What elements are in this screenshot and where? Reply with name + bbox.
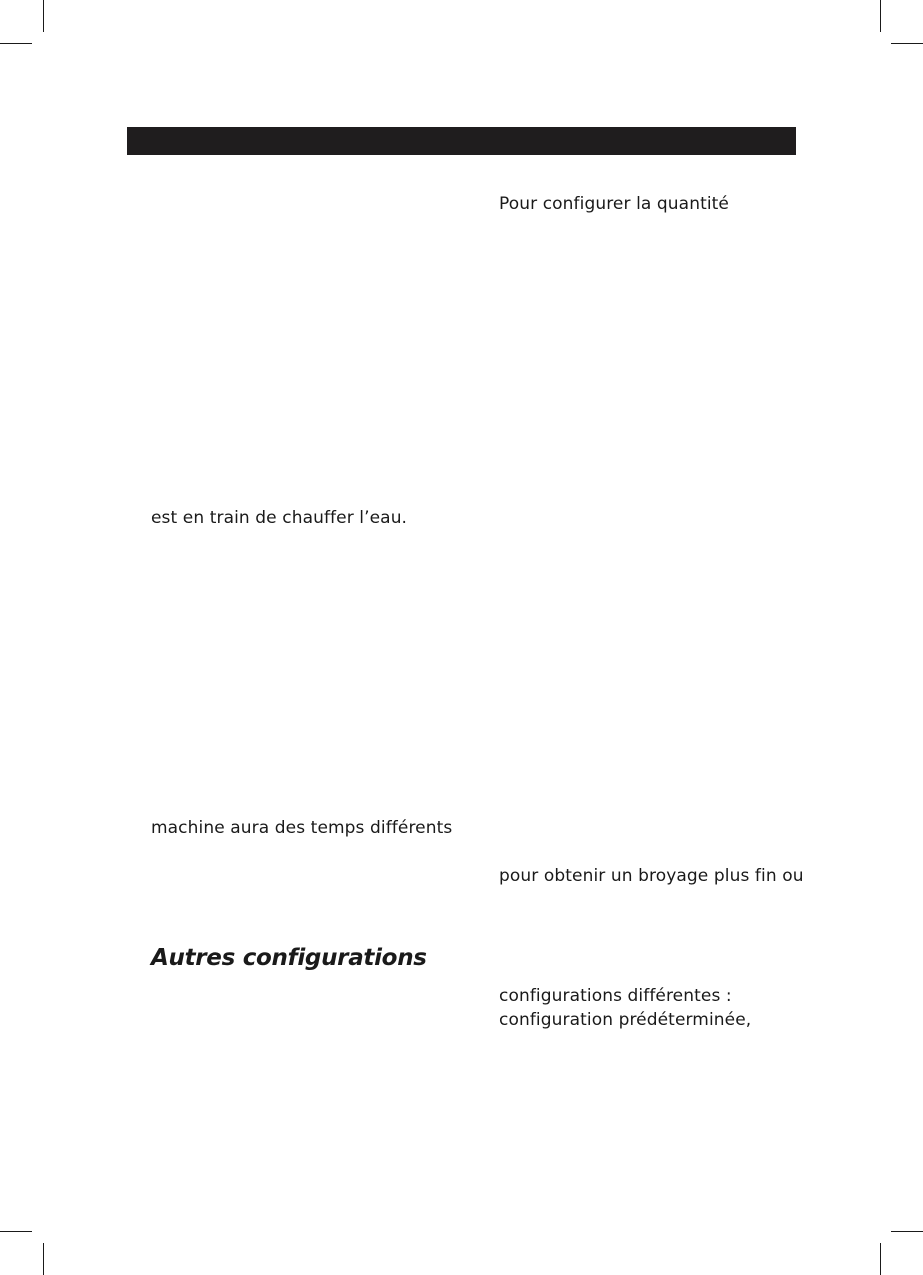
crop-mark-bottom-right-horizontal [891, 1231, 923, 1232]
left-text-line-2: machine aura des temps différents [151, 818, 453, 838]
crop-mark-bottom-left-vertical [43, 1243, 44, 1275]
crop-mark-top-left-vertical [43, 0, 44, 32]
crop-mark-bottom-left-horizontal [0, 1231, 32, 1232]
crop-mark-bottom-right-vertical [880, 1243, 881, 1275]
crop-mark-top-right-vertical [880, 0, 881, 32]
right-text-line-1: Pour configurer la quantité [499, 194, 729, 214]
section-heading: Autres configurations [151, 945, 427, 971]
left-text-line-1: est en train de chauffer l’eau. [151, 508, 408, 528]
right-text-line-4: configuration prédéterminée, [499, 1010, 752, 1030]
right-text-line-3: configurations différentes : [499, 986, 732, 1006]
crop-mark-top-left-horizontal [0, 43, 32, 44]
header-bar [127, 127, 796, 155]
right-text-line-2: pour obtenir un broyage plus fin ou [499, 866, 804, 886]
crop-mark-top-right-horizontal [891, 43, 923, 44]
